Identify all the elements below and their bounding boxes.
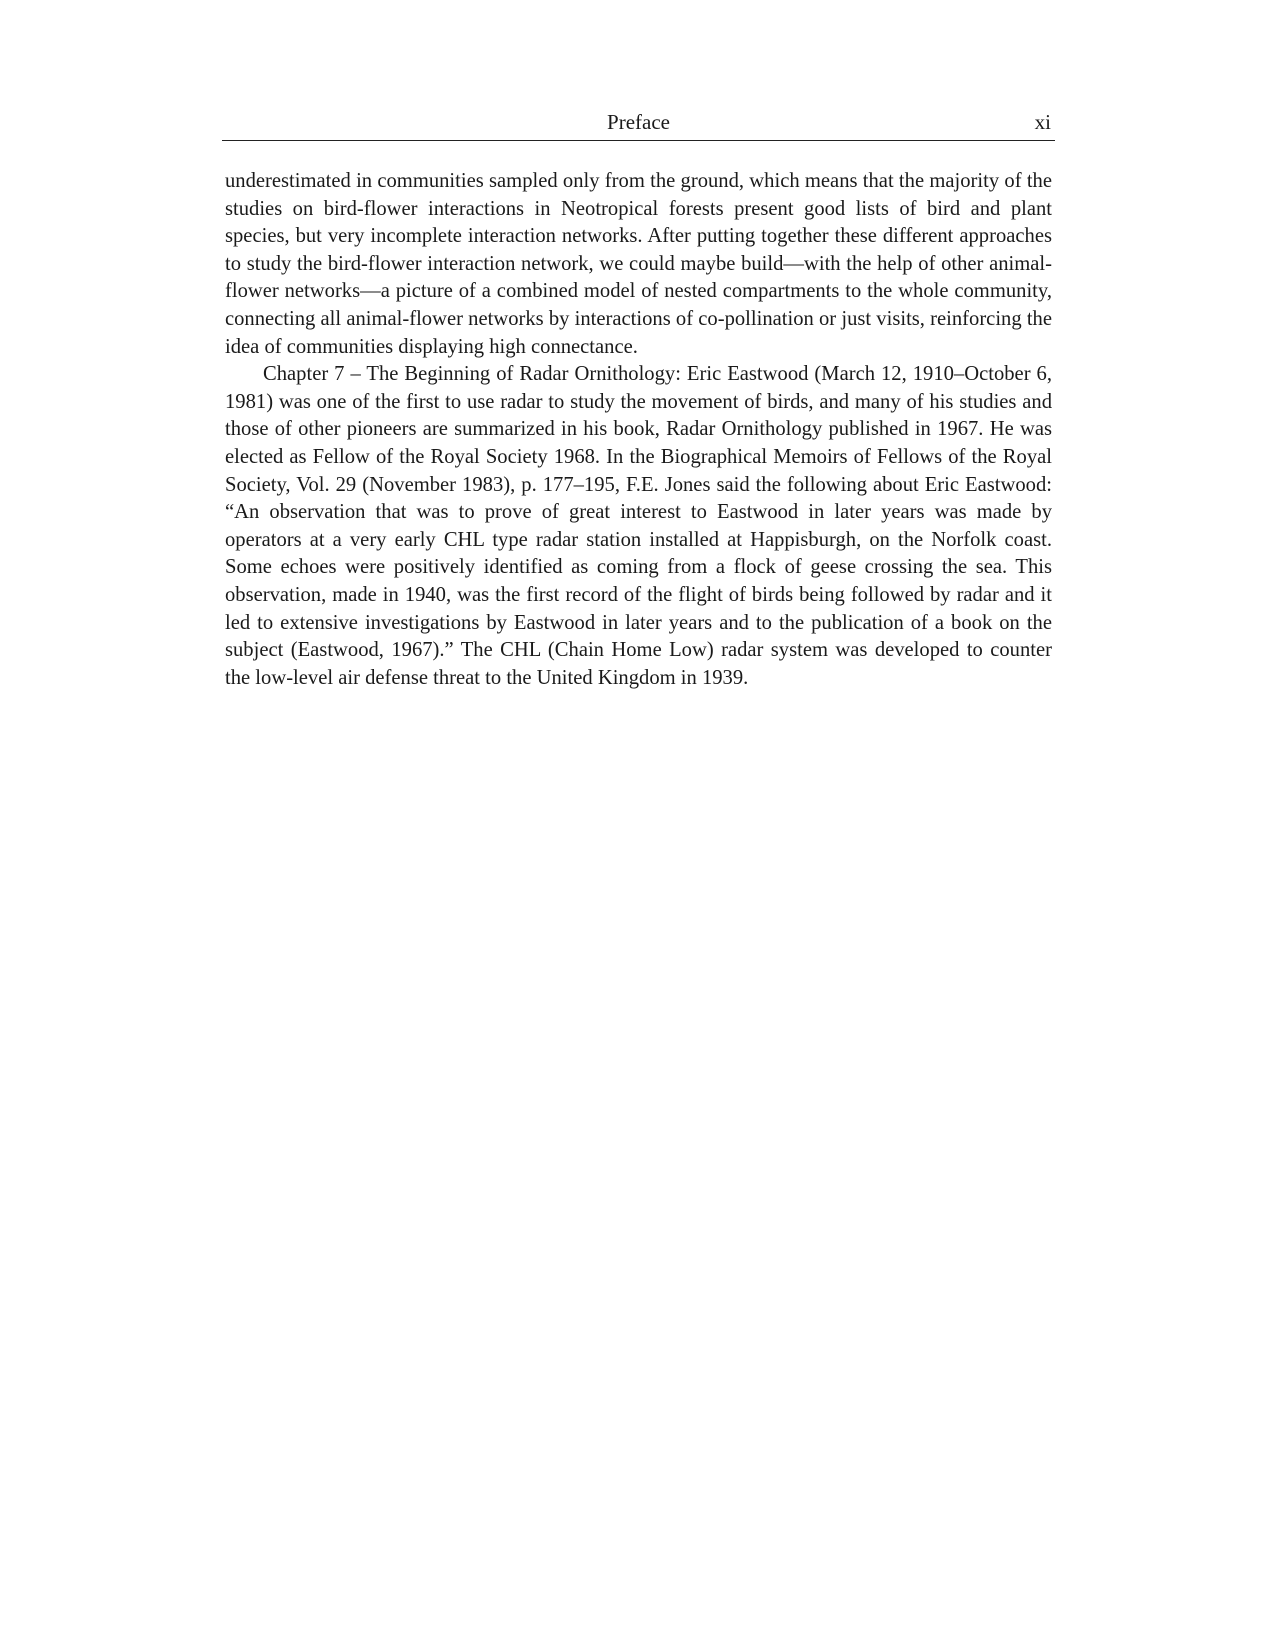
running-header [222, 106, 1055, 141]
page-number: xi [1034, 110, 1051, 134]
paragraph-chapter-7: Chapter 7 – The Beginning of Radar Ornithology: Eric Eastwood (March 12, 1910–October 6, 1981) was one of the first to use radar to study the movement of birds, and many of his studies and those of other pioneers are summarized in his book, Radar Ornithology published in 1967. He was elected as Fellow of the Royal Society 1968. In the Biographical Memoirs of Fellows of the Royal Society, Vol. 29 (November 1983), p. 177–195, F.E. Jones said the following about Eric Eastwood: “An observation that was to prove of great interest to Eastwood in later years was made by operators at a very early CHL type radar station installed at Happisburgh, on the Norfolk coast. Some echoes were positively identified as coming from a flock of geese crossing the sea. This observation, made in 1940, was the first record of the flight of birds being followed by radar and it led to extensive investigations by Eastwood in later years and to the publication of a book on the subject (Eastwood, 1967).” The CHL (Chain Home Low) radar system was developed to counter the low-level air defense threat to the United Kingdom in 1939. [225, 363, 1052, 689]
body-text [225, 168, 1052, 692]
paragraph-continued: underestimated in communities sampled only from the ground, which means that the majority of the studies on bird-flower interactions in Neotropical forests present good lists of bird and plant species, but very incomplete interaction networks. After putting together these different approaches to study the bird-flower interaction network, we could maybe build—with the help of other animal-flower networks—a picture of a combined model of nested compartments to the whole community, connecting all animal-flower networks by interactions of co-pollination or just visits, reinforcing the idea of communities displaying high connectance. [225, 170, 1052, 358]
running-title: Preface [607, 110, 670, 134]
